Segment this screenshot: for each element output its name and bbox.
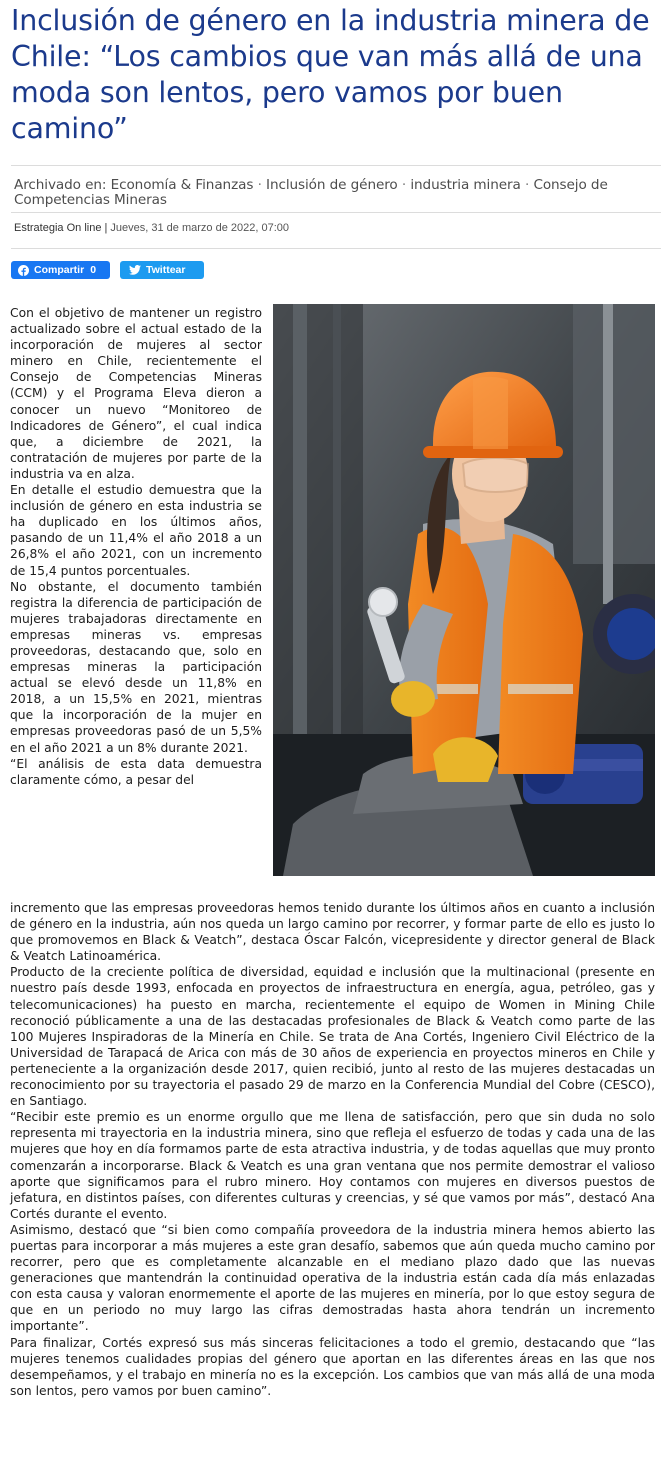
byline-separator: | <box>104 222 108 234</box>
twitter-bird-icon <box>129 265 141 275</box>
byline-divider <box>11 248 661 249</box>
archive-tags <box>14 178 662 208</box>
publish-date: Jueves, 31 de marzo de 2022, 07:00 <box>110 222 289 234</box>
article-paragraph: No obstante, el documento también registra la diferencia de participación de mujeres trabajadoras directamente en empresas mineras vs. empresas proveedoras, destacando que, solo en empresas mineras la participación actual se elevó desde un 11,8% en 2018, a un 15,5% en 2021, mientras que la incorporación de la mujer en empresas proveedoras pasó de un 5,5% en el año 2021 a un 8% durante 2021. <box>10 579 262 755</box>
article-paragraph: En detalle el estudio demuestra que la inclusión de género en esta industria se ha duplicado en los últimos años, pasando de un 11,4% el año 2018 a un 26,8% el año 2021, con un incremento de 15,4 puntos porcentuales. <box>10 483 262 578</box>
facebook-icon <box>18 265 29 276</box>
article-photo <box>273 304 655 876</box>
article-paragraph: Para finalizar, Cortés expresó sus más sinceras felicitaciones a todo el gremio, destacando que “las mujeres tenemos cualidades propias del género que aportan en las diferentes áreas en las que nos desempeñamos, y el trabajo en minería no es la excepción. Los cambios que van más allá de una moda son lentos, pero vamos por buen camino”. <box>10 1335 655 1398</box>
source-name: Estrategia On line <box>14 222 102 234</box>
article-body-left-column <box>10 305 262 788</box>
twitter-share-label: Twittear <box>146 264 186 276</box>
tags-divider <box>11 212 661 213</box>
facebook-share-label: Compartir <box>34 264 85 276</box>
tag-inclusion-genero[interactable]: Inclusión de género <box>266 177 398 193</box>
tag-separator: · <box>257 177 262 193</box>
article-paragraph: “Recibir este premio es un enorme orgullo que me llena de satisfacción, pero que sin duda no solo representa mi trayectoria en la industria minera, sino que refleja el esfuerzo de todas y cada una de las mujeres que hoy en día formamos parte de esta atractiva industria, y de todas aquellas que muy pronto comenzarán a incorporarse. Black & Veatch es una gran ventana que nos permite demostrar el valioso aporte que significamos para el rubro minero. Hoy contamos con mujeres en diversos puestos de jefatura, en distintos países, con diferentes culturas y creencias, y sé que vamos por más”, destacó Ana Cortés durante el evento. <box>10 1110 655 1221</box>
facebook-share-count: 0 <box>90 264 97 276</box>
article-paragraph: Asimismo, destacó que “si bien como compañía proveedora de la industria minera hemos abierto las puertas para incorporar a más mujeres a este gran desafío, sabemos que aún queda mucho camino por recorrer, pero que es completamente alcanzable en el mediano plazo dado que las nuevas generaciones que mantendrán la continuidad operativa de la industria están cada día más enlazadas con esta causa y valoran enormemente el aporte de las mujeres en minería, por lo que estoy segura de que en un periodo no muy largo las cifras demostradas hasta ahora tendrán un incremento importante”. <box>10 1222 655 1334</box>
archived-label: Archivado en: <box>14 177 107 193</box>
tag-separator: · <box>524 177 530 193</box>
twitter-share-button[interactable] <box>120 261 204 279</box>
tag-consejo-competencias[interactable]: Consejo de Competencias Mineras <box>14 177 608 208</box>
title-divider <box>11 165 661 166</box>
facebook-share-button[interactable] <box>11 261 110 279</box>
miner-woman-illustration <box>273 304 655 876</box>
article-paragraph: “El análisis de esta data demuestra claramente cómo, a pesar del <box>10 756 262 787</box>
article-paragraph: incremento que las empresas proveedoras hemos tenido durante los últimos años en cuanto a inclusión de género en la industria, aún nos queda un largo camino por recorrer, y formar parte de ello es justo lo que promovemos en Black & Veatch”, destaca Óscar Falcón, vicepresidente y director general de Black & Veatch Latinoamérica. <box>10 901 655 964</box>
byline <box>14 222 289 234</box>
tag-separator: · <box>401 177 407 193</box>
article-paragraph: Con el objetivo de mantener un registro actualizado sobre el actual estado de la incorporación de mujeres al sector minero en Chile, recientemente el Consejo de Competencias Mineras (CCM) y el Programa Eleva dieron a conocer un nuevo “Monitoreo de Indicadores de Género”, el cual indica que, a diciembre de 2021, la contratación de mujeres por parte de la industria va en alza. <box>10 306 262 481</box>
tag-economia-finanzas[interactable]: Economía & Finanzas <box>110 177 254 193</box>
tag-industria-minera[interactable]: industria minera <box>410 177 521 193</box>
article-body-full-width <box>10 900 655 1399</box>
article-paragraph: Producto de la creciente política de diversidad, equidad e inclusión que la multinacional (presente en nuestro país desde 1993, enfocada en proyectos de infraestructura en energía, agua, petróleo, gas y telecomunicaciones) ha puesto en marcha, recientemente el equipo de Women in Mining Chile reconoció públicamente a una de las destacadas profesionales de Black & Veatch como parte de las 100 Mujeres Inspiradoras de la Minería en Chile. Se trata de Ana Cortés, Ingeniero Civil Eléctrico de la Universidad de Tarapacá de Arica con más de 30 años de experiencia en proyectos mineros en Chile y perteneciente a la organización desde 2017, quien recibió, junto al resto de las mujeres destacadas un reconocimiento por su trayectoria el pasado 29 de marzo en la Conferencia Mundial del Cobre (CESCO), en Santiago. <box>10 965 655 1109</box>
article-title: Inclusión de género en la industria minera de Chile: “Los cambios que van más allá de una moda son lentos, pero vamos por buen camino” <box>11 4 650 145</box>
